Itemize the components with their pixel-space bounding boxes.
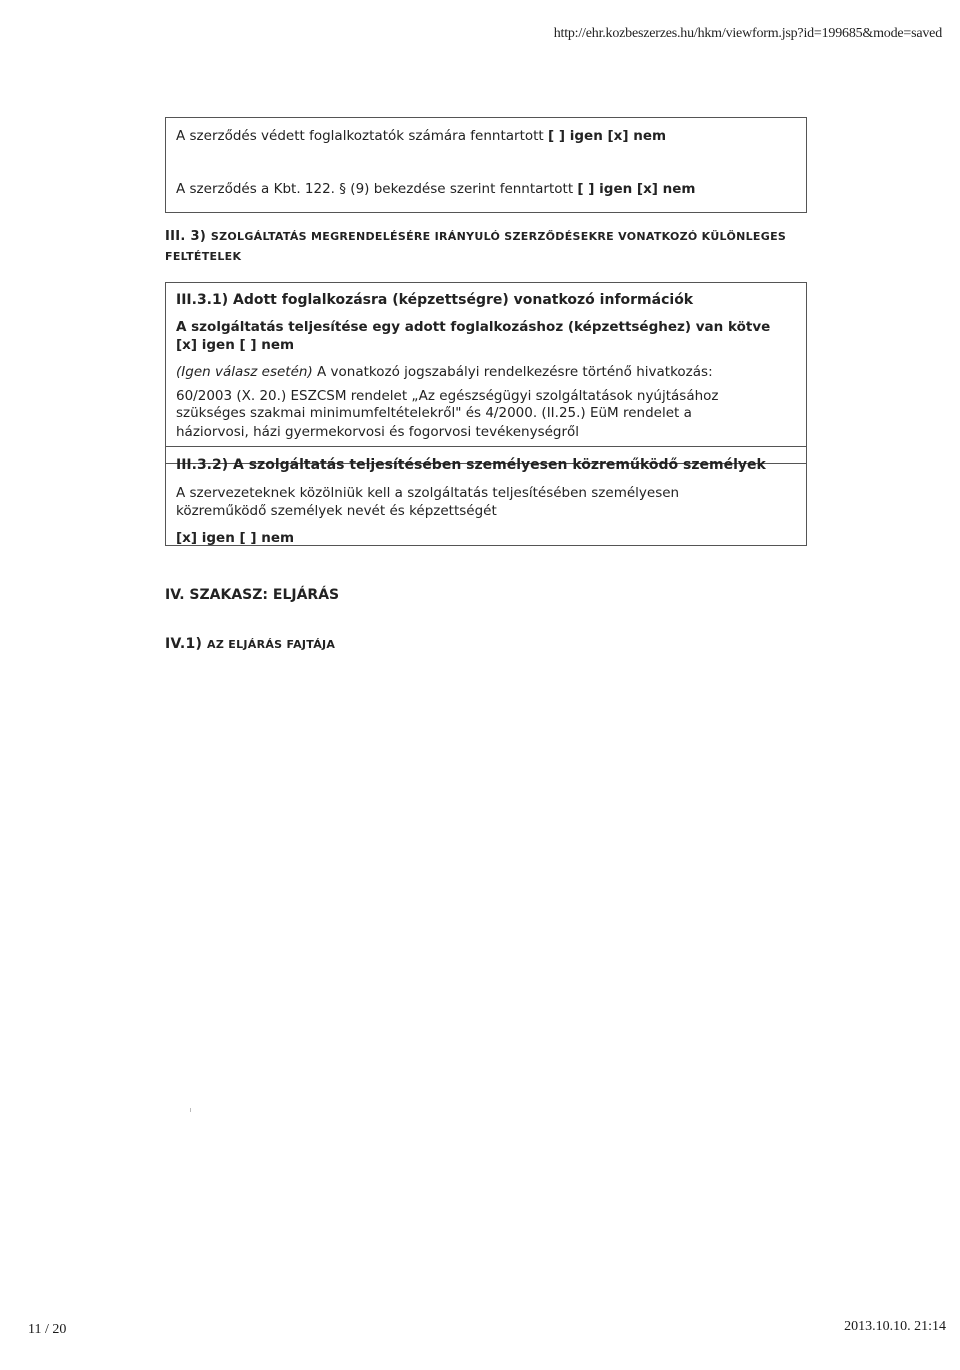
occupation-ref-2: szükséges szakmai minimumfeltételekről" és 4/2000. (II.25.) EüM rendelet a (176, 405, 692, 421)
section-iv1-heading (165, 636, 335, 652)
occupation-info-heading: III.3.1) Adott foglalkozásra (képzettségre) vonatkozó információk (176, 292, 694, 308)
section-iii3-heading-2: FELTÉTELEK (165, 250, 242, 263)
occupation-ref-1: 60/2003 (X. 20.) ESZCSM rendelet „Az egészségügyi szolgáltatások nyújtásához (176, 388, 719, 404)
section-iii3-title-1: SZOLGÁLTATÁS MEGRENDELÉSÉRE IRÁNYULÓ SZERZŐDÉSEKRE VONATKOZÓ KÜLÖNLEGES (210, 230, 787, 243)
occupation-note-text: A vonatkozó jogszabályi rendelkezésre történő hivatkozás: (317, 364, 713, 380)
section-iv1-title: AZ ELJÁRÁS FAJTÁJA (207, 638, 336, 651)
personnel-box-top-rule (165, 446, 807, 447)
personnel-choice: [x] igen [ ] nem (176, 530, 295, 546)
speck (190, 1108, 191, 1112)
section-iv-title: IV. SZAKASZ: ELJÁRÁS (165, 587, 340, 603)
sheltered-workshop-text: A szerződés védett foglalkoztatók számára fenntartott (176, 128, 544, 144)
occupation-question-2: [x] igen [ ] nem (176, 337, 295, 353)
section-iv1-number: IV.1) (165, 636, 203, 652)
kbt-reserved-line (176, 181, 696, 197)
personnel-heading: III.3.2) A szolgáltatás teljesítésében személyesen közreműködő személyek (176, 457, 766, 473)
sheltered-workshop-line (176, 128, 666, 144)
print-datetime: 2013.10.10. 21:14 (844, 1319, 946, 1334)
section-iii3-heading (165, 229, 786, 244)
page-url: http://ehr.kozbeszerzes.hu/hkm/viewform.jsp?id=199685&mode=saved (553, 26, 942, 41)
occupation-note-italic: (Igen válasz esetén) (176, 364, 313, 380)
occupation-ref-3: háziorvosi, házi gyermekorvosi és fogorvosi tevékenységről (176, 424, 580, 440)
personnel-text-2: közreműködő személyek nevét és képzettségét (176, 503, 497, 519)
kbt-reserved-choice: [ ] igen [x] nem (577, 181, 696, 197)
occupation-question-1: A szolgáltatás teljesítése egy adott foglalkozáshoz (képzettséghez) van kötve (176, 319, 771, 335)
kbt-reserved-text: A szerződés a Kbt. 122. § (9) bekezdése szerint fenntartott (176, 181, 574, 197)
sheltered-workshop-choice: [ ] igen [x] nem (548, 128, 667, 144)
page-number: 11 / 20 (28, 1322, 67, 1337)
personnel-text-1: A szervezeteknek közölniük kell a szolgáltatás teljesítésében személyesen (176, 485, 680, 501)
section-iii3-number: III. 3) (165, 229, 207, 244)
occupation-note (176, 364, 713, 380)
